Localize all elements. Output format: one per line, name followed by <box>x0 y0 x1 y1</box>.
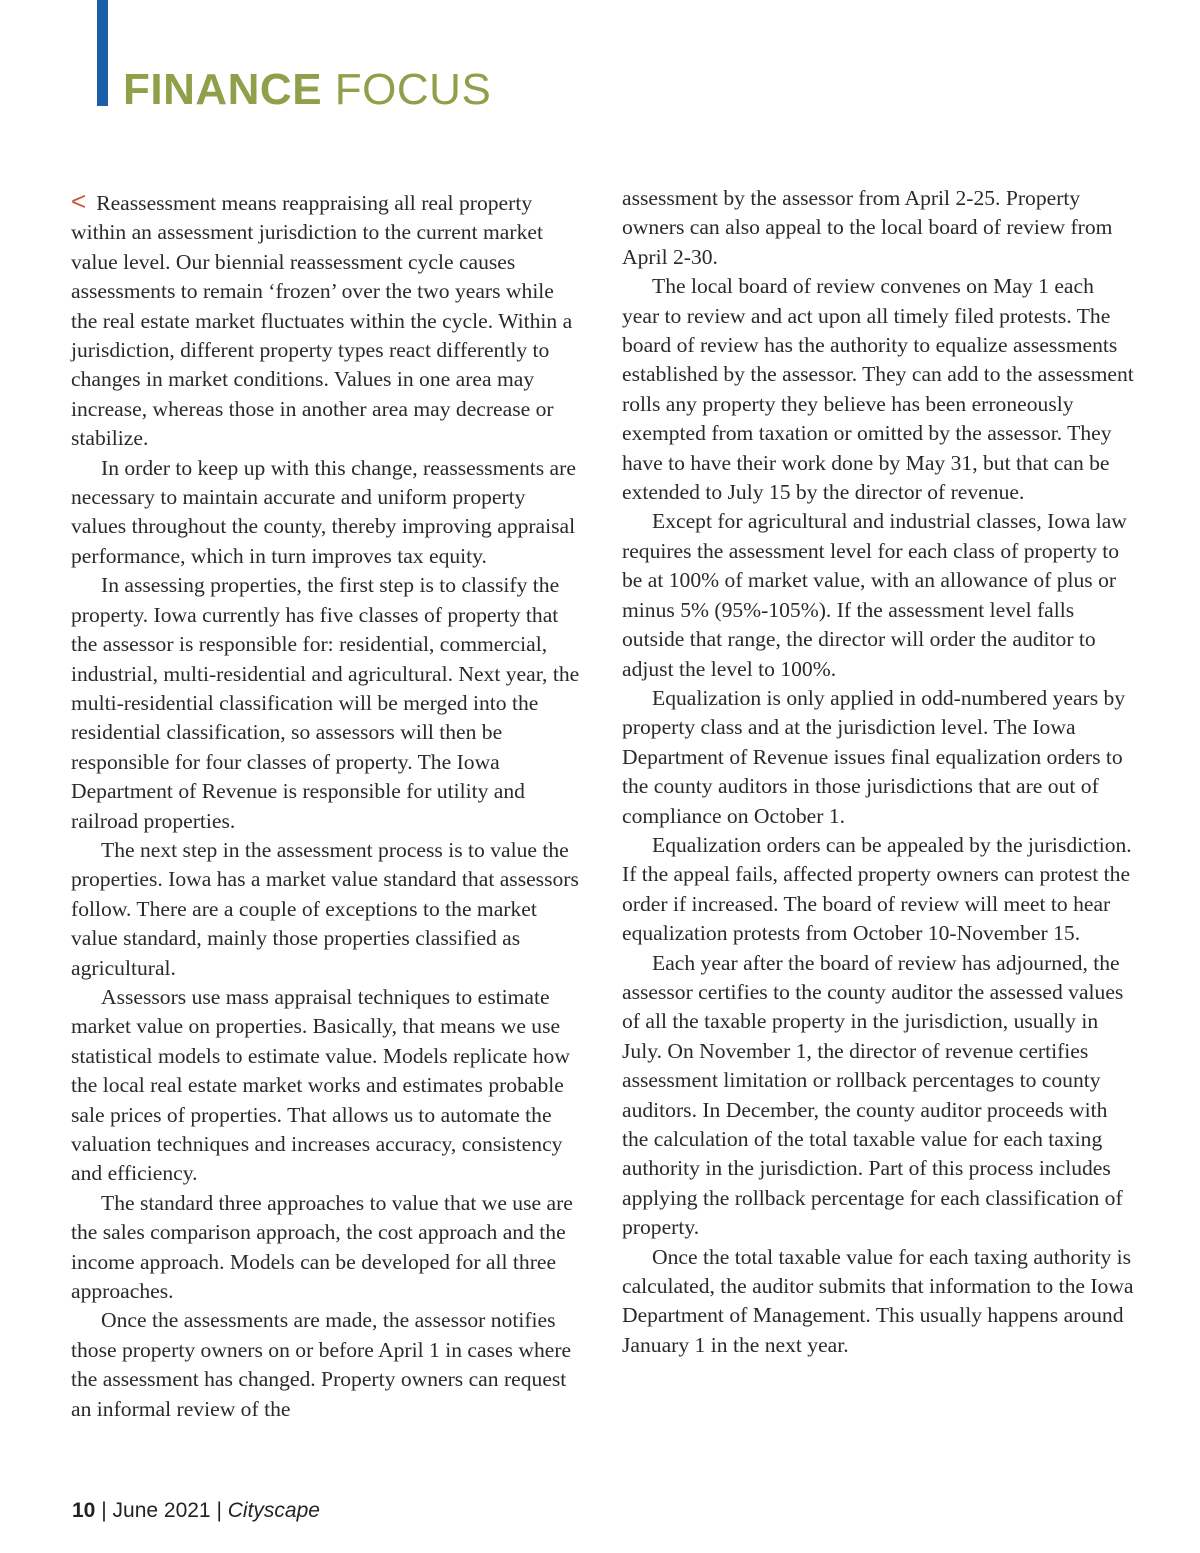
article-paragraph: In assessing properties, the first step is to classify the property. Iowa currently has five classes of property that the assessor is responsible for: residential, commercial, industrial, multi-residential and agricultural. Next year, the multi-residential classification will be merged into the residential classification, so assessors will then be responsible for four classes of property. The Iowa Department of Revenue is responsible for utility and railroad properties. <box>71 573 580 833</box>
section-title-light: FOCUS <box>334 65 492 114</box>
article-column-left <box>71 187 583 1424</box>
article-column-right <box>622 184 1136 1360</box>
footer-separator: | <box>216 1499 222 1522</box>
article-paragraph: The local board of review convenes on May 1 each year to review and act upon all timely filed protests. The board of review has the authority to equalize assessments established by the assessor. They can add to the assessment rolls any property they believe has been erroneously exempted from taxation or omitted by the assessor. They have to have their work done by May 31, but that can be extended to July 15 by the director of revenue. <box>622 274 1134 505</box>
article-paragraph: In order to keep up with this change, reassessments are necessary to maintain accurate and uniform property values throughout the county, thereby improving appraisal performance, which in turn improves tax equity. <box>71 455 576 568</box>
lead-chevron-icon: < <box>71 186 87 216</box>
article-paragraph <box>71 187 583 454</box>
article-paragraph: Equalization is only applied in odd-numbered years by property class and at the jurisdiction level. The Iowa Department of Revenue issues final equalization orders to the county auditors in those jurisdictions that are out of compliance on October 1. <box>622 685 1126 828</box>
magazine-name: Cityscape <box>227 1499 320 1522</box>
issue-date: June 2021 <box>112 1499 211 1522</box>
header-accent-bar <box>97 0 108 106</box>
article-paragraph: Once the total taxable value for each taxing authority is calculated, the auditor submits that information to the Iowa Department of Management. This usually happens around January 1 in the next year. <box>622 1244 1134 1357</box>
footer-separator: | <box>101 1499 107 1522</box>
article-paragraph: Once the assessments are made, the assessor notifies those property owners on or before April 1 in cases where the assessment has changed. Property owners can request an informal review of the <box>71 1308 572 1421</box>
article-paragraph: Each year after the board of review has adjourned, the assessor certifies to the county auditor the assessed values of all the taxable property in the jurisdiction, usually in July. On November 1, the director of revenue certifies assessment limitation or rollback percentages to county auditors. In December, the county auditor proceeds with the calculation of the total taxable value for each taxing authority in the jurisdiction. Part of this process includes applying the rollback percentage for each classification of property. <box>622 950 1124 1240</box>
article-paragraph: The standard three approaches to value that we use are the sales comparison approach, the cost approach and the income approach. Models can be developed for all three approaches. <box>71 1190 573 1304</box>
page-number: 10 <box>72 1499 96 1522</box>
page-footer <box>72 1497 320 1525</box>
article-paragraph: Except for agricultural and industrial classes, Iowa law requires the assessment level for each class of property to be at 100% of market value, with an allowance of plus or minus 5% (95%-105%). If the assessment level falls outside that range, the director will order the auditor to adjust the level to 100%. <box>622 509 1127 681</box>
section-title <box>123 62 491 118</box>
article-paragraph: Equalization orders can be appealed by the jurisdiction. If the appeal fails, affected property owners can protest the order if increased. The board of review will meet to hear equalization protests from October 10-November 15. <box>622 832 1132 946</box>
article-paragraph: The next step in the assessment process is to value the properties. Iowa has a market value standard that assessors follow. There are a couple of exceptions to the market value standard, mainly those properties classified as agricultural. <box>71 837 579 980</box>
article-paragraph: Assessors use mass appraisal techniques to estimate market value on properties. Basically, that means we use statistical models to estimate value. Models replicate how the local real estate market works and estimates probable sale prices of properties. That allows us to automate the valuation techniques and increases accuracy, consistency and efficiency. <box>71 984 570 1186</box>
article-paragraph-continued: assessment by the assessor from April 2-25. Property owners can also appeal to the local board of review from April 2-30. <box>622 186 1113 269</box>
section-title-bold: FINANCE <box>123 65 323 114</box>
article-paragraph-text: Reassessment means reappraising all real property within an assessment jurisdiction to the current market value level. Our biennial reassessment cycle causes assessments to remain ‘frozen’ over the two years while the real estate market fluctuates within the cycle. Within a jurisdiction, different property types react differently to changes in market conditions. Values in one area may increase, whereas those in another area may decrease or stabilize. <box>71 191 573 451</box>
